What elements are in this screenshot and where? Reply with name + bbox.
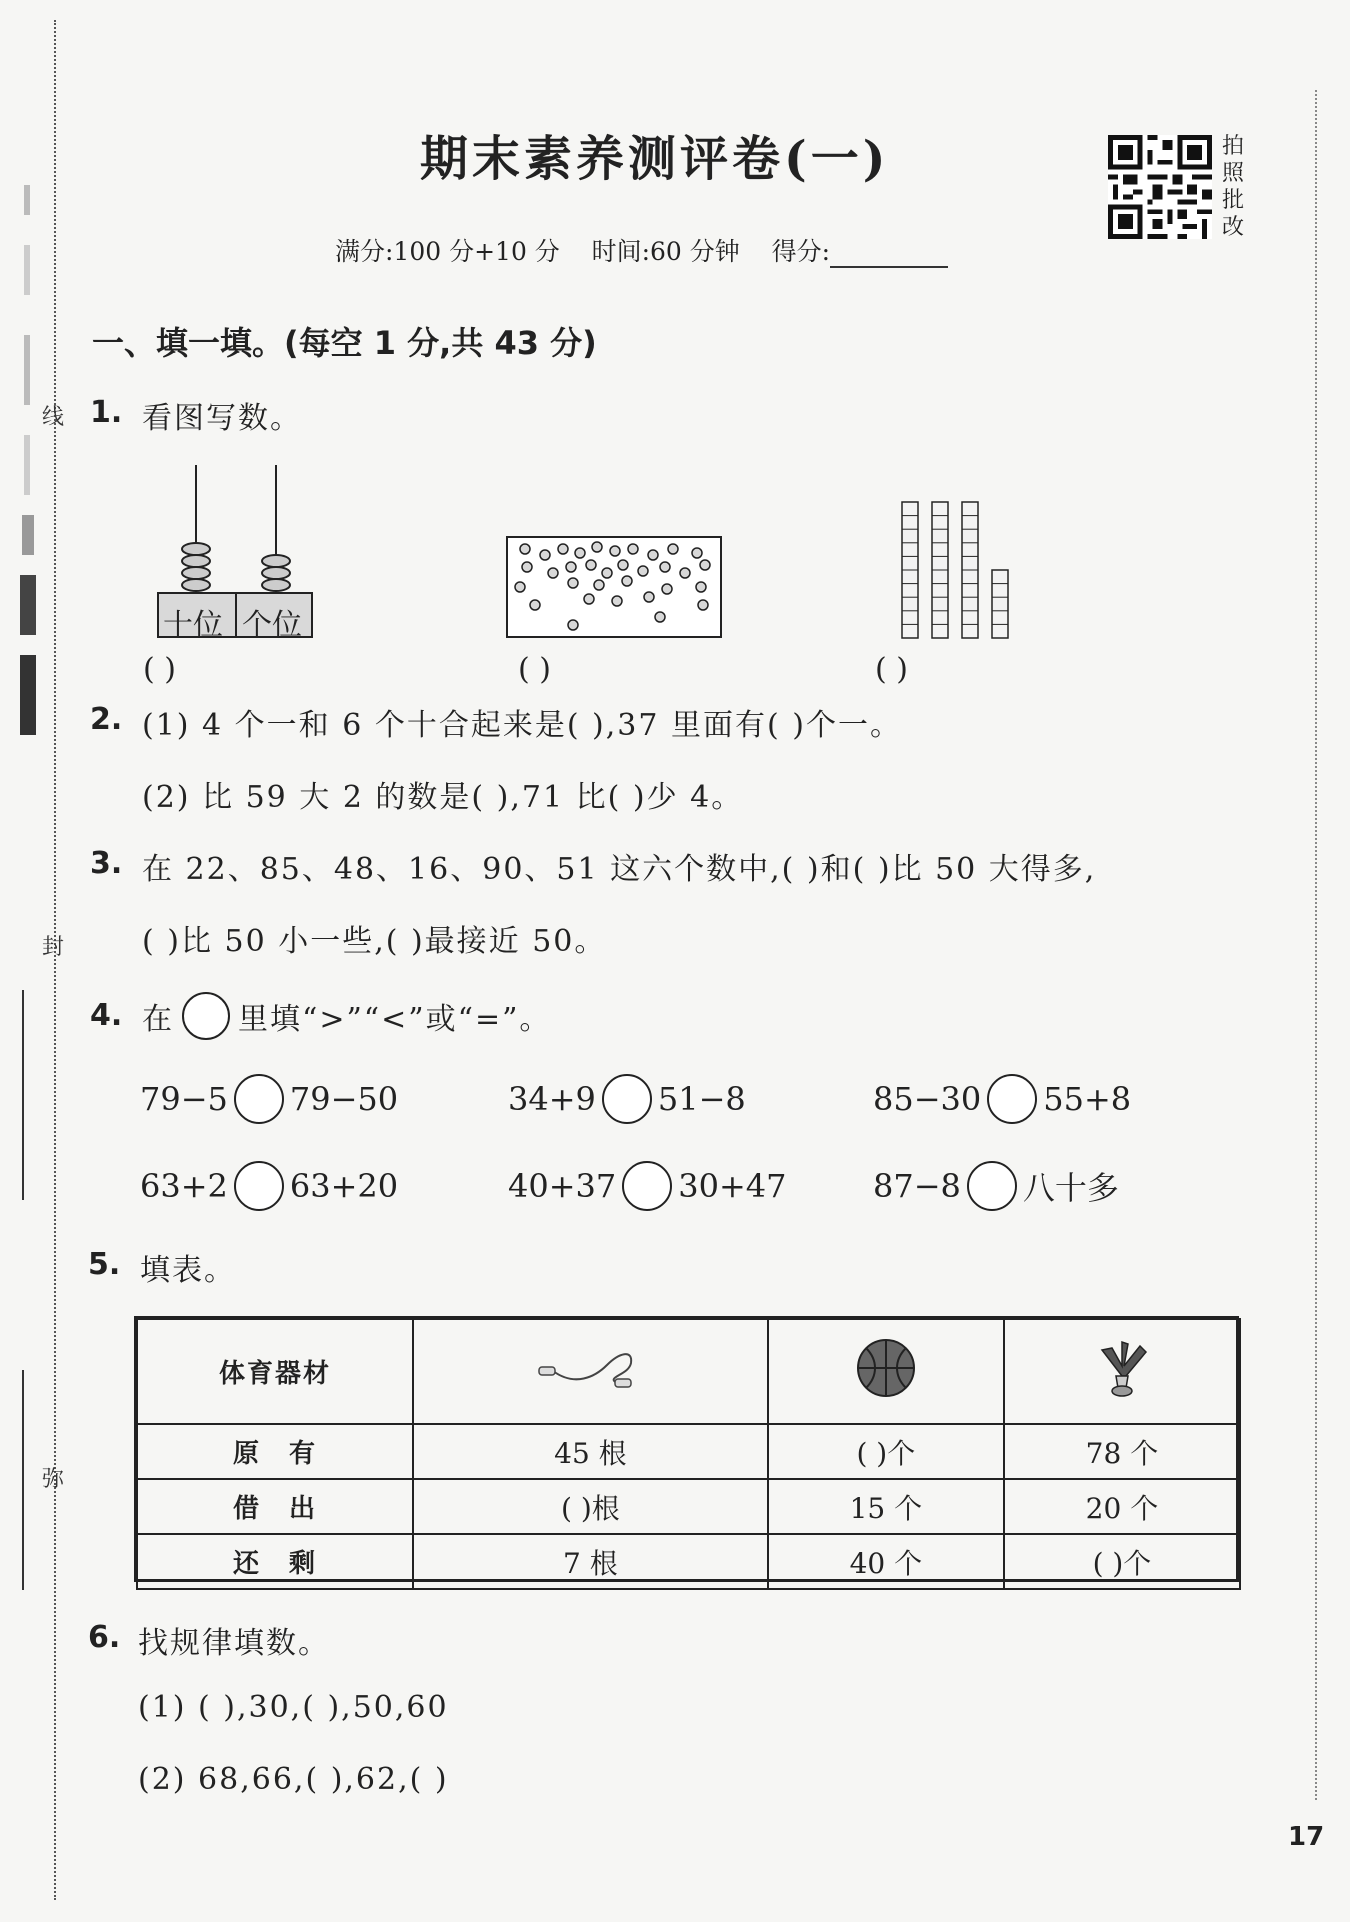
question-text[interactable]: ( )比 50 小一些,( )最接近 50。 (142, 924, 607, 959)
compare-item: 34+9 51−8 (508, 1074, 746, 1124)
circle-icon (182, 992, 230, 1040)
question-text: 看图写数。 (142, 401, 302, 436)
equipment-table (136, 1318, 1241, 1590)
table-cell: 78 个 (1004, 1424, 1240, 1479)
question-text[interactable]: 在 22、85、48、16、90、51 这六个数中,( )和( )比 50 大得多, (142, 852, 1097, 887)
margin-text-ghost (12, 185, 46, 745)
table-cell[interactable]: ( )个 (1004, 1534, 1240, 1589)
question-number: 2. (90, 702, 123, 737)
question-number: 3. (90, 846, 123, 881)
page-number: 17 (1288, 1822, 1325, 1852)
table-cell[interactable]: ( )根 (413, 1479, 768, 1534)
question-text[interactable]: (1) ( ),30,( ),50,60 (138, 1690, 449, 1725)
question-number: 6. (88, 1620, 121, 1655)
full-marks: 满分:100 分+10 分 (335, 237, 560, 266)
margin-rule-2 (22, 1370, 24, 1590)
question-text: 找规律填数。 (138, 1626, 330, 1661)
cubes-figure (900, 500, 1030, 642)
table-cell: 15 个 (768, 1479, 1004, 1534)
compare-item: 85−30 55+8 (873, 1074, 1131, 1124)
exam-meta (335, 232, 948, 268)
question-text[interactable]: (2) 68,66,( ),62,( ) (138, 1762, 449, 1797)
compare-item: 63+2 63+20 (140, 1161, 398, 1211)
question-text[interactable]: (2) 比 59 大 2 的数是( ),71 比( )少 4。 (142, 780, 744, 815)
margin-rule-1 (22, 990, 24, 1200)
question-number: 1. (90, 395, 123, 430)
jump-rope-icon (413, 1319, 768, 1424)
section-heading: 一、填一填。(每空 1 分,共 43 分) (92, 324, 597, 362)
row-label: 借 出 (137, 1479, 413, 1534)
time-limit: 时间:60 分钟 (591, 237, 740, 266)
compare-circle[interactable] (987, 1074, 1037, 1124)
margin-line-char: 线 (42, 405, 65, 430)
table-cell: 20 个 (1004, 1479, 1240, 1534)
answer-paren-cubes[interactable]: ( ) (875, 652, 908, 687)
answer-paren-dots[interactable]: ( ) (518, 652, 551, 687)
table-cell: 40 个 (768, 1534, 1004, 1589)
table-cell[interactable]: ( )个 (768, 1424, 1004, 1479)
row-label: 原 有 (137, 1424, 413, 1479)
dots-figure (505, 535, 725, 640)
compare-item: 40+37 30+47 (508, 1161, 787, 1211)
abacus-tens-label: 十位 (163, 608, 223, 643)
question-text[interactable]: (1) 4 个一和 6 个十合起来是( ),37 里面有( )个一。 (142, 708, 902, 743)
qr-caption: 拍 照 批 改 (1222, 134, 1245, 240)
margin-seal-char: 封 (42, 935, 65, 960)
compare-circle[interactable] (622, 1161, 672, 1211)
compare-circle[interactable] (234, 1161, 284, 1211)
answer-paren-abacus[interactable]: ( ) (143, 652, 176, 687)
compare-item: 79−5 79−50 (140, 1074, 398, 1124)
question-text: 在 里填“>”“<”或“=”。 (142, 992, 551, 1040)
right-dotted-line (1315, 90, 1317, 1800)
question-number: 5. (88, 1247, 121, 1282)
score-blank[interactable] (830, 244, 948, 268)
score-label: 得分: (771, 237, 831, 266)
table-cell: 7 根 (413, 1534, 768, 1589)
page-title: 期末素养测评卷(一) (420, 131, 890, 187)
compare-circle[interactable] (967, 1161, 1017, 1211)
basketball-icon (768, 1319, 1004, 1424)
compare-circle[interactable] (234, 1074, 284, 1124)
table-header-label: 体育器材 (137, 1319, 413, 1424)
compare-item: 87−8 八十多 (873, 1161, 1119, 1211)
margin-you-char: 弥 (42, 1467, 65, 1492)
compare-circle[interactable] (602, 1074, 652, 1124)
row-label: 还 剩 (137, 1534, 413, 1589)
qr-code-icon[interactable] (1108, 135, 1212, 239)
abacus-ones-label: 个位 (242, 608, 302, 643)
question-number: 4. (90, 998, 123, 1033)
question-text: 填表。 (140, 1253, 236, 1288)
shuttlecock-icon (1004, 1319, 1240, 1424)
table-cell: 45 根 (413, 1424, 768, 1479)
